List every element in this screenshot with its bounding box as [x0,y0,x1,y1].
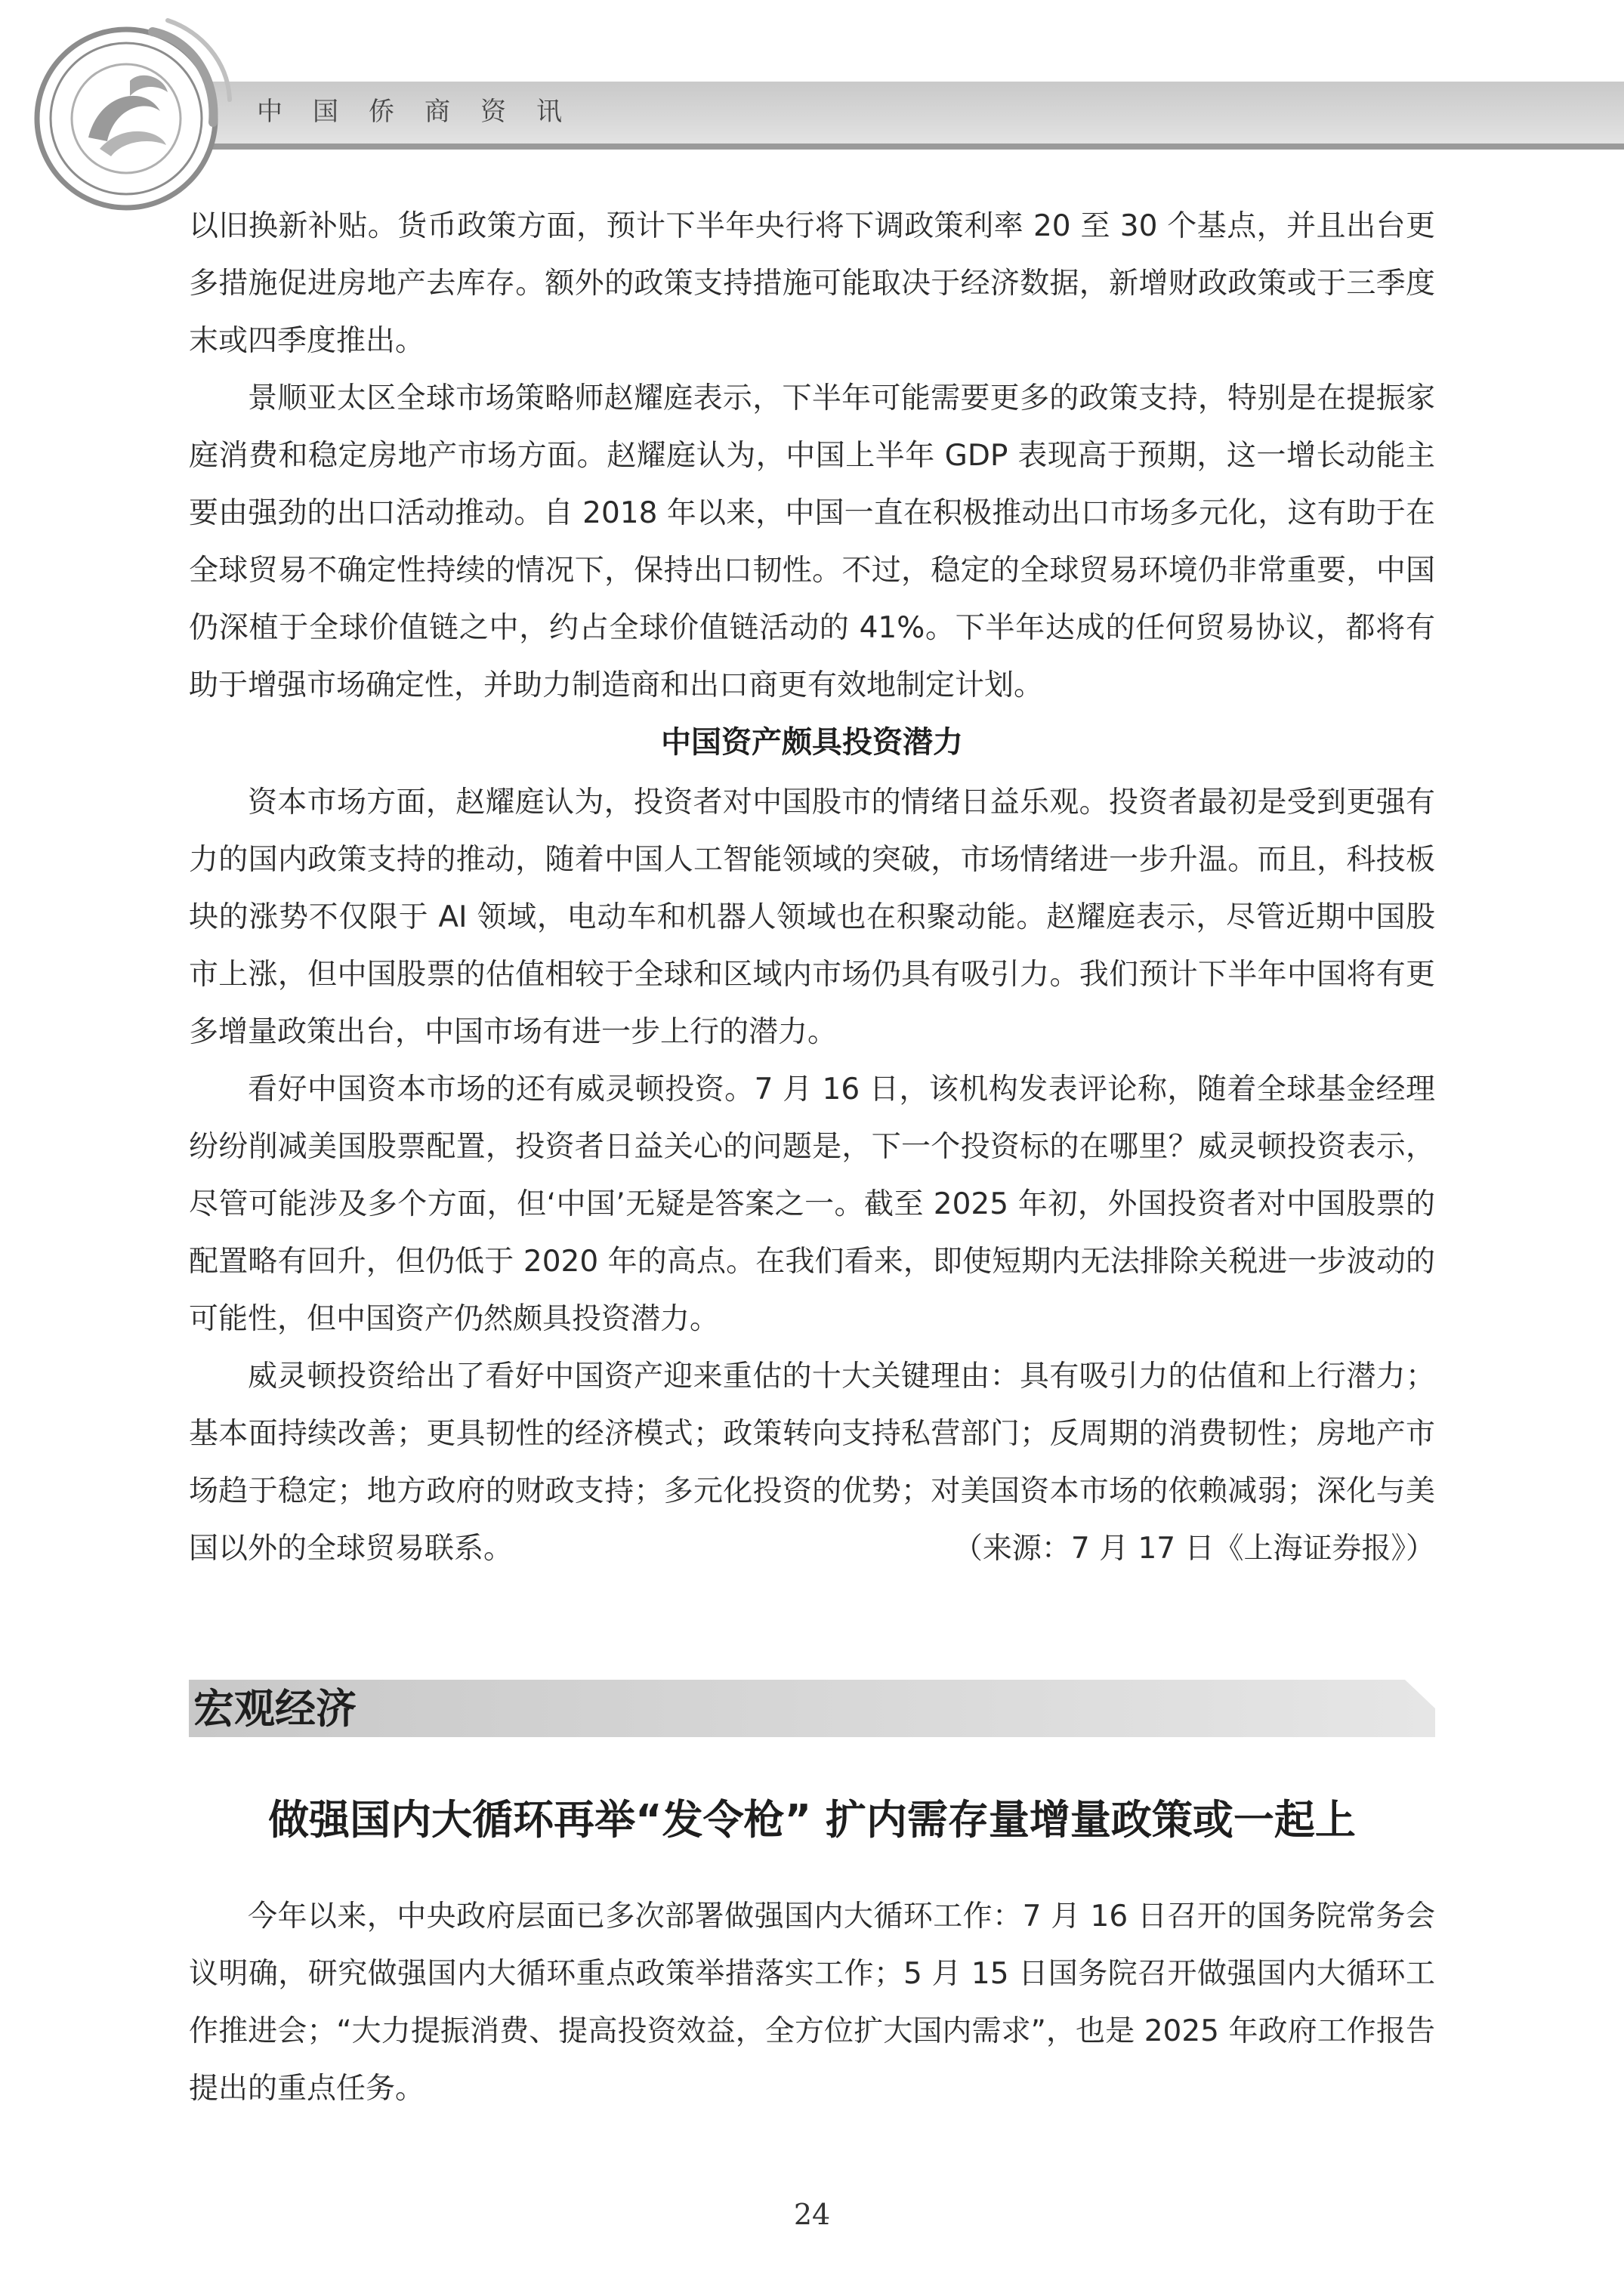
paragraph-invesco-strategist: 景顺亚太区全球市场策略师赵耀庭表示，下半年可能需要更多的政策支持，特别是在提振家庭消费和稳定房地产市场方面。赵耀庭认为，中国上半年 GDP 表现高于预期，这一增长动能主要由强劲的出口活动推动。自 2018 年以来，中国一直在积极推动出口市场多元化，这有助于在全球贸易不确定性持续的情况下，保持出口韧性。不过，稳定的全球贸易环境仍非常重要，中国仍深植于全球价值链之中，约占全球价值链活动的 41%。下半年达成的任何贸易协议，都将有助于增强市场确定性，并助力制造商和出口商更有效地制定计划。 [189,381,1435,702]
section-label: 宏观经济 [193,1684,357,1733]
logo-emblem-icon [17,9,236,228]
article-title: 做强国内大循环再举“发令枪” 扩内需存量增量政策或一起上 [268,1796,1356,1844]
article-paragraph: 今年以来，中央政府层面已多次部署做强国内大循环工作：7 月 16 日召开的国务院常务会议明确，研究做强国内大循环重点政策举措落实工作；5 月 15 日国务院召开做强国内大循环工作推进会；“大力提振消费、提高投资效益，全方位扩大国内需求”，也是 2025 年政府工作报告提出的重点任务。 [189,1900,1435,2106]
page-number: 24 [793,2198,831,2231]
paragraph-capital-market: 资本市场方面，赵耀庭认为，投资者对中国股市的情绪日益乐观。投资者最初是受到更强有力的国内政策支持的推动，随着中国人工智能领域的突破，市场情绪进一步升温。而且，科技板块的涨势不仅限于 AI 领域，电动车和机器人领域也在积聚动能。赵耀庭表示，尽管近期中国股市上涨，但中国股票的估值相较于全球和区域内市场仍具有吸引力。我们预计下半年中国将有更多增量政策出台，中国市场有进一步上行的潜力。 [189,785,1435,1049]
paragraph-wellington: 看好中国资本市场的还有威灵顿投资。7 月 16 日，该机构发表评论称，随着全球基金经理纷纷削减美国股票配置，投资者日益关心的问题是，下一个投资标的在哪里？威灵顿投资表示，尽管可能涉及多个方面，但‘中国’无疑是答案之一。截至 2025 年初，外国投资者对中国股票的配置略有回升，但仍低于 2020 年的高点。在我们看来，即使短期内无法排除关税进一步波动的可能性，但中国资产仍然颇具投资潜力。 [189,1072,1435,1336]
source-note: （来源：7 月 17 日《上海证券报》） [952,1532,1435,1566]
continuation-paragraph: 以旧换新补贴。货币政策方面，预计下半年央行将下调政策利率 20 至 30 个基点，并且出台更多措施促进房地产去库存。额外的政策支持措施可能取决于经济数据，新增财政政策或于三季度末或四季度推出。 [189,209,1435,358]
section-bar [189,1680,1435,1737]
magazine-title: 中国侨商资讯 [257,97,592,127]
paragraph-ten-reasons [189,1348,1435,1578]
subheading: 中国资产颇具投资潜力 [661,725,963,760]
header-rule [121,144,1624,150]
ten-reasons-text: 威灵顿投资给出了看好中国资产迎来重估的十大关键理由：具有吸引力的估值和上行潜力；基本面持续改善；更具韧性的经济模式；政策转向支持私营部门；反周期的消费韧性；房地产市场趋于稳定；地方政府的财政支持；多元化投资的优势；对美国资本市场的依赖减弱；深化与美国以外的全球贸易联系。 [189,1359,1435,1566]
